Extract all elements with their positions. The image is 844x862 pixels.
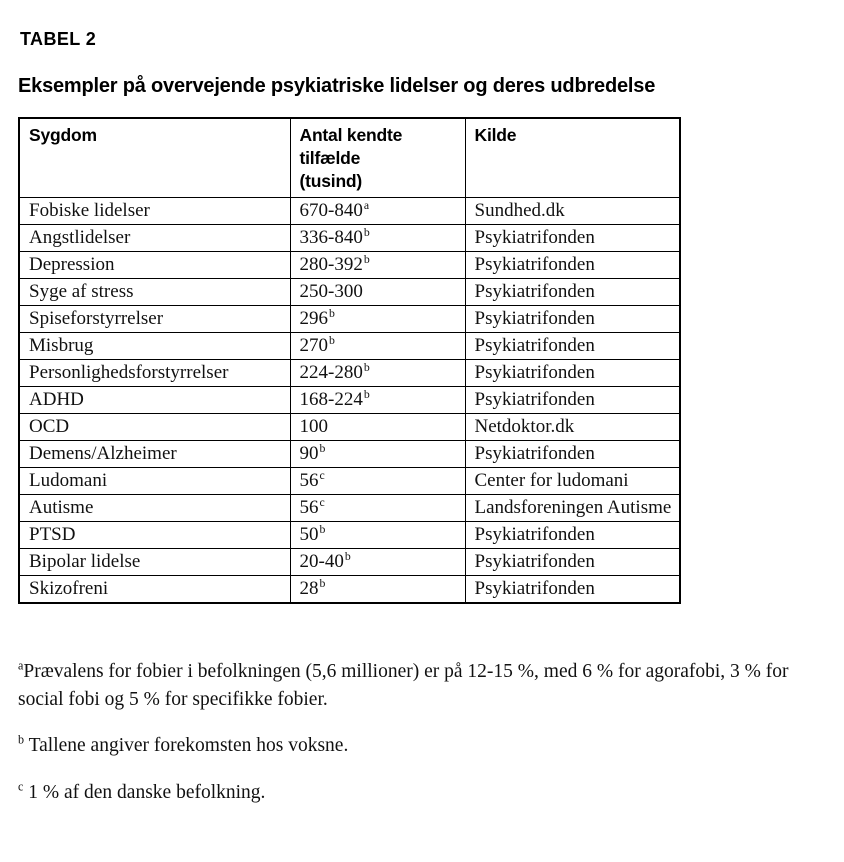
disease-cell: Misbrug (19, 333, 290, 360)
count-cell: 280-392$^b$ (290, 252, 465, 279)
disease-cell: Fobiske lidelser (19, 198, 290, 225)
source-cell: Psykiatrifonden (465, 306, 680, 333)
table-row (19, 387, 680, 414)
disease-cell: Personlighedsforstyrrelser (19, 360, 290, 387)
count-cell: 50$^b$ (290, 522, 465, 549)
footnote-reference: b (363, 225, 370, 239)
disease-cell: Demens/Alzheimer (19, 441, 290, 468)
footnote: $^a$Prævalens for fobier i befolkningen (5,6 millioner) er på 12-15 %, med 6 % for agorafobi, 3 % for social fobi og 5 % for specifikke fobier. (18, 658, 789, 710)
source-cell: Psykiatrifonden (465, 387, 680, 414)
table-row (19, 333, 680, 360)
prevalence-table (18, 117, 681, 604)
count-cell: 100 (290, 414, 465, 441)
disease-cell: Spiseforstyrrelser (19, 306, 290, 333)
footnote-reference: b (363, 252, 370, 266)
table-row (19, 279, 680, 306)
count-cell: 168-224$^b$ (290, 387, 465, 414)
source-cell: Psykiatrifonden (465, 333, 680, 360)
header-row (19, 118, 680, 198)
table-body (19, 198, 680, 604)
count-cell: 56$^c$ (290, 468, 465, 495)
table-row (19, 198, 680, 225)
footnote-marker: b (18, 732, 25, 747)
table-row (19, 549, 680, 576)
count-cell: 670-840$^a$ (290, 198, 465, 225)
disease-cell: Skizofreni (19, 576, 290, 604)
count-cell: 250-300 (290, 279, 465, 306)
disease-cell: ADHD (19, 387, 290, 414)
count-cell: 296$^b$ (290, 306, 465, 333)
count-cell: 20-40$^b$ (290, 549, 465, 576)
disease-cell: PTSD (19, 522, 290, 549)
disease-cell: OCD (19, 414, 290, 441)
footnote: $^c$ 1 % af den danske befolkning. (18, 779, 266, 803)
footnote-marker: a (18, 658, 24, 673)
table-row (19, 495, 680, 522)
disease-cell: Angstlidelser (19, 225, 290, 252)
footnote-reference: b (344, 549, 351, 563)
footnote-reference: b (329, 333, 335, 347)
footnote-reference: b (363, 360, 370, 374)
column-header-antal (290, 118, 465, 198)
footnote-marker: c (18, 779, 24, 793)
disease-cell: Syge af stress (19, 279, 290, 306)
table-row (19, 306, 680, 333)
column-header-label: Kilde (474, 125, 517, 145)
footnote-reference: b (319, 576, 326, 590)
source-cell: Landsforeningen Autisme (465, 495, 680, 522)
footnote-reference: a (363, 198, 370, 212)
document-page (0, 30, 844, 806)
count-cell: 56$^c$ (290, 495, 465, 522)
disease-cell: Depression (19, 252, 290, 279)
disease-cell: Autisme (19, 495, 290, 522)
table-row (19, 414, 680, 441)
source-cell: Sundhed.dk (465, 198, 680, 225)
table-row (19, 576, 680, 604)
source-cell: Psykiatrifonden (465, 522, 680, 549)
source-cell: Psykiatrifonden (465, 225, 680, 252)
footnote-reference: b (363, 387, 370, 401)
table-row (19, 252, 680, 279)
count-cell: 28$^b$ (290, 576, 465, 604)
source-cell: Psykiatrifonden (465, 441, 680, 468)
column-header-label: Antal kendte tilfælde (tusind) (299, 125, 403, 191)
column-header-kilde (465, 118, 680, 198)
table-row (19, 225, 680, 252)
source-cell: Psykiatrifonden (465, 252, 680, 279)
count-cell: 224-280$^b$ (290, 360, 465, 387)
column-header-label: Sygdom (29, 125, 97, 145)
count-cell: 90$^b$ (290, 441, 465, 468)
disease-cell: Ludomani (19, 468, 290, 495)
source-cell: Psykiatrifonden (465, 360, 680, 387)
footnote-reference: b (329, 306, 335, 320)
disease-cell: Bipolar lidelse (19, 549, 290, 576)
table-row (19, 441, 680, 468)
source-cell: Psykiatrifonden (465, 549, 680, 576)
source-cell: Netdoktor.dk (465, 414, 680, 441)
source-cell: Psykiatrifonden (465, 279, 680, 306)
source-cell: Center for ludomani (465, 468, 680, 495)
footnote: $^b$ Tallene angiver forekomsten hos voksne. (18, 732, 349, 756)
column-header-sygdom (19, 118, 290, 198)
source-cell: Psykiatrifonden (465, 576, 680, 604)
footnote-reference: b (319, 522, 326, 536)
table-label: TABEL 2 (20, 29, 97, 49)
footnote-reference: c (319, 495, 325, 509)
count-cell: 270$^b$ (290, 333, 465, 360)
footnotes (18, 658, 810, 806)
footnote-reference: c (319, 468, 325, 482)
page-title: Eksempler på overvejende psykiatriske lidelser og deres udbredelse (18, 75, 656, 97)
table-row (19, 522, 680, 549)
footnote-reference: b (319, 441, 326, 455)
count-cell: 336-840$^b$ (290, 225, 465, 252)
table-row (19, 468, 680, 495)
table-row (19, 360, 680, 387)
